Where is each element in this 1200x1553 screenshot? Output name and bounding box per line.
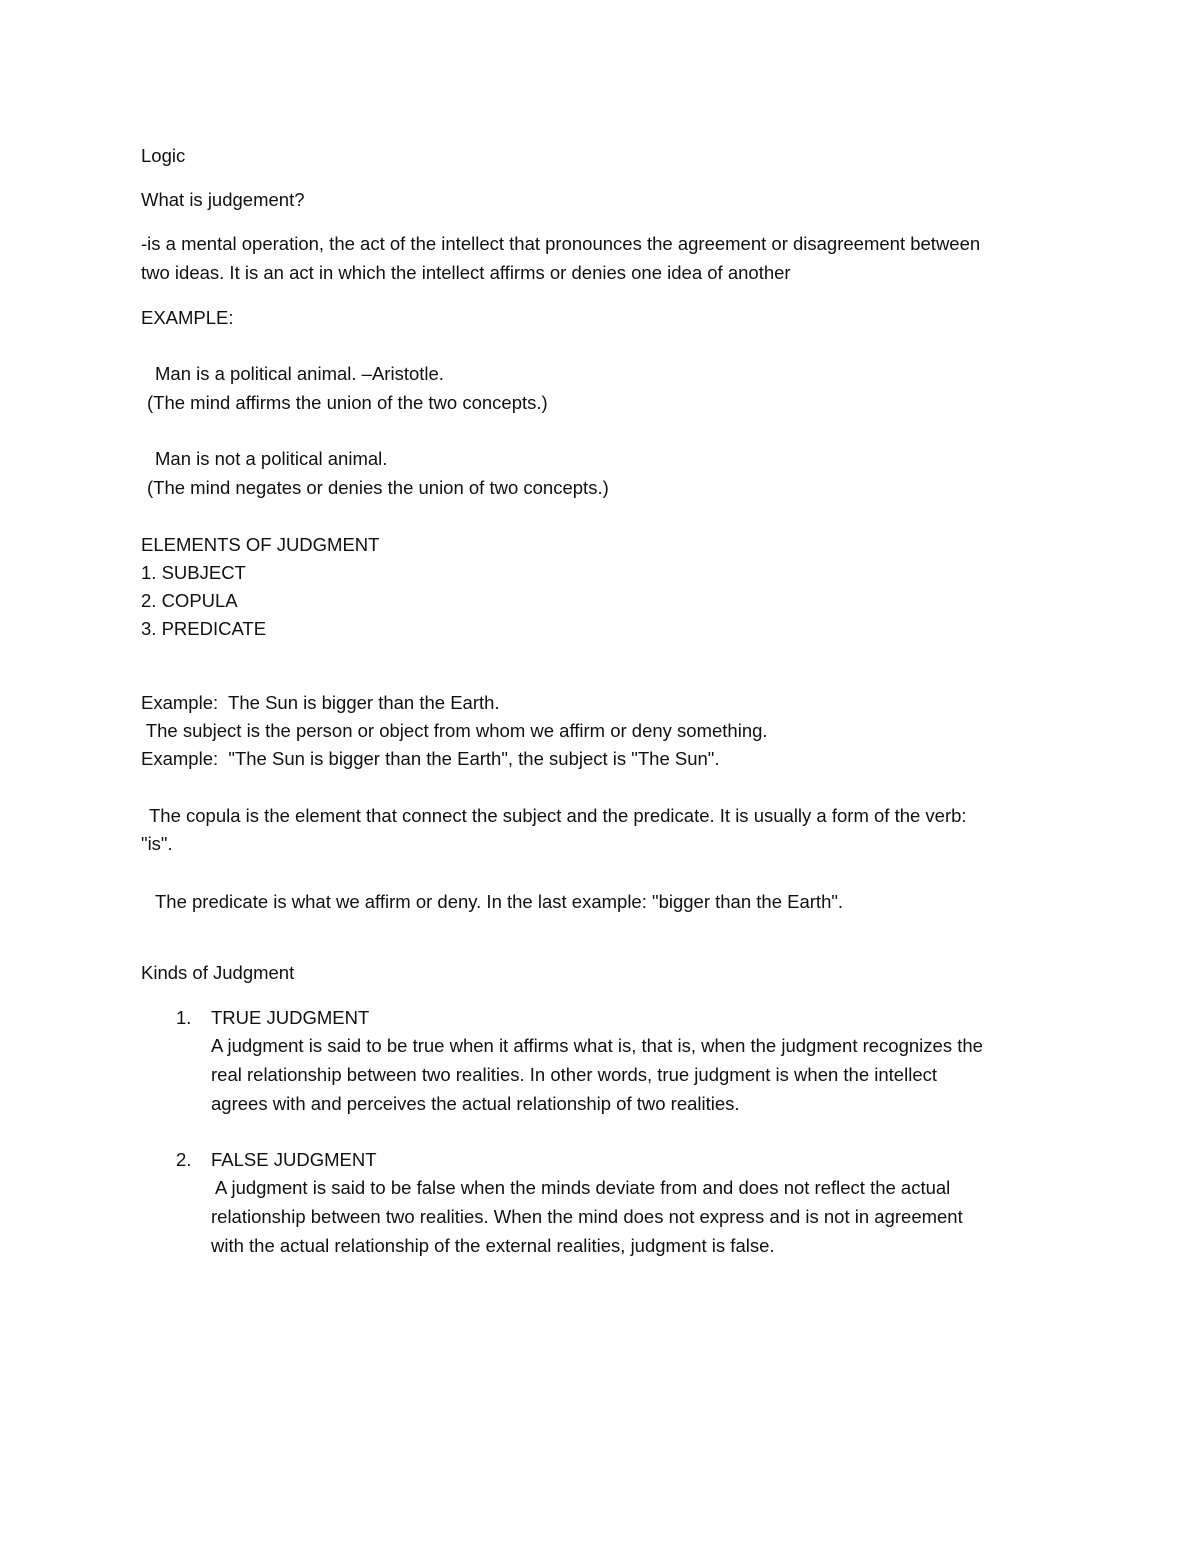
kind-description-line: A judgment is said to be true when it affirms what is, that is, when the judgment recognizes the — [211, 1035, 983, 1056]
copula-line-1: The copula is the element that connect the subject and the predicate. It is usually a form of the verb: — [149, 805, 967, 826]
subject-definition-line: The subject is the person or object from whom we affirm or deny something. — [141, 720, 768, 741]
example-sentence: Man is not a political animal. — [155, 448, 388, 469]
kind-description-line: with the actual relationship of the external realities, judgment is false. — [211, 1235, 775, 1256]
predicate-line: The predicate is what we affirm or deny. In the last example: "bigger than the Earth". — [155, 891, 844, 912]
list-number: 1. — [176, 1007, 192, 1028]
kind-description-line: agrees with and perceives the actual relationship of two realities. — [211, 1093, 740, 1114]
copula-line-2: "is". — [141, 833, 173, 854]
question-heading: What is judgement? — [141, 189, 305, 210]
example-sentence: Man is a political animal. –Aristotle. — [155, 363, 444, 384]
example-note: (The mind negates or denies the union of two concepts.) — [147, 477, 609, 498]
kind-description-line: relationship between two realities. When the mind does not express and is not in agreement — [211, 1206, 963, 1227]
elements-heading: ELEMENTS OF JUDGMENT — [141, 534, 380, 555]
kind-description-line: A judgment is said to be false when the minds deviate from and does not reflect the actual — [215, 1177, 951, 1198]
list-number: 2. — [176, 1149, 192, 1170]
document-title: Logic — [141, 145, 186, 166]
definition-line-1: -is a mental operation, the act of the intellect that pronounces the agreement or disagreement between — [141, 233, 981, 254]
subject-example-line: Example: "The Sun is bigger than the Earth", the subject is "The Sun". — [141, 748, 720, 769]
definition-line-2: two ideas. It is an act in which the intellect affirms or denies one idea of another — [141, 262, 791, 283]
element-item: 2. COPULA — [141, 590, 238, 611]
element-item: 1. SUBJECT — [141, 562, 246, 583]
kinds-heading: Kinds of Judgment — [141, 962, 295, 983]
example-note: (The mind affirms the union of the two concepts.) — [147, 392, 548, 413]
kind-title: FALSE JUDGMENT — [211, 1149, 377, 1170]
example-heading: EXAMPLE: — [141, 307, 234, 328]
subject-example-line: Example: The Sun is bigger than the Earth. — [141, 692, 500, 713]
element-item: 3. PREDICATE — [141, 618, 267, 639]
kind-title: TRUE JUDGMENT — [211, 1007, 370, 1028]
kind-description-line: real relationship between two realities. In other words, true judgment is when the intellect — [211, 1064, 937, 1085]
